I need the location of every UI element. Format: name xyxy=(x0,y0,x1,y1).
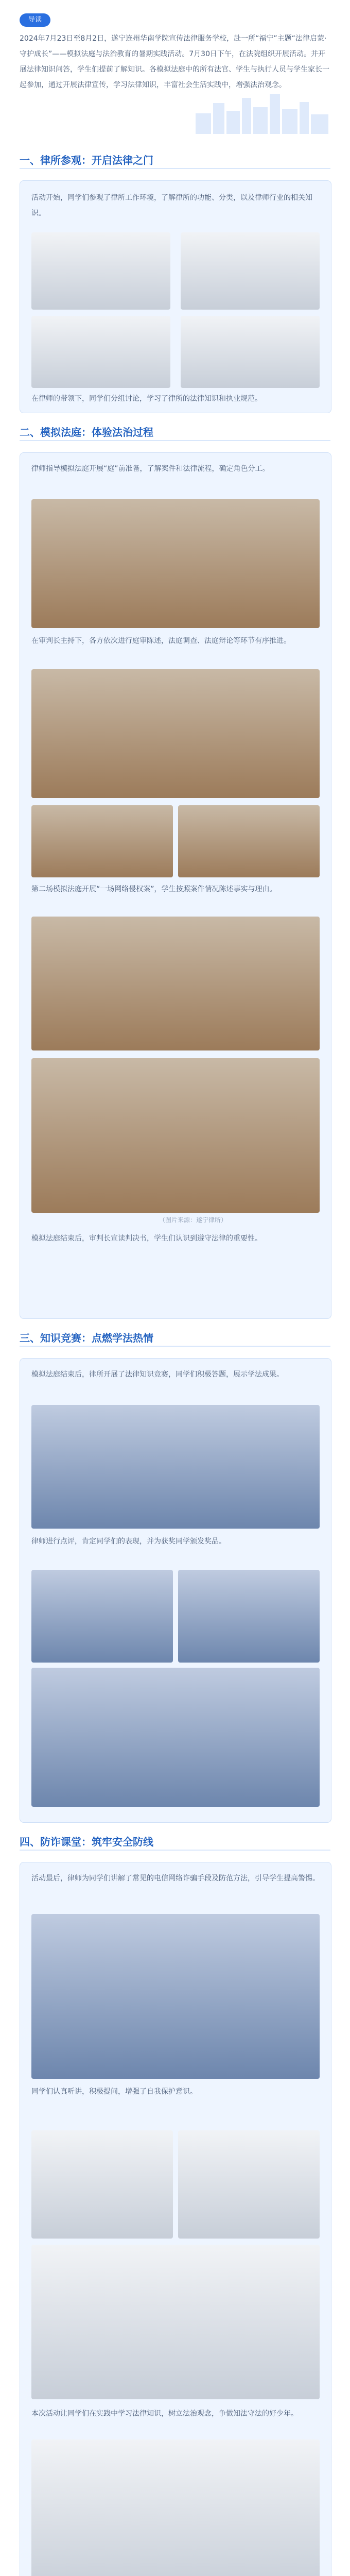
section-1-card xyxy=(20,180,331,413)
section-4-paragraph: 同学们认真听讲，积极提问，增强了自我保护意识。 xyxy=(31,2088,197,2096)
photo-trial xyxy=(31,669,320,798)
photo-parents xyxy=(178,805,320,877)
section-3-paragraph: 律师进行点评，肯定同学们的表现，并为获奖同学颁发奖品。 xyxy=(31,1537,226,1546)
photo-students-listen xyxy=(178,2130,320,2239)
skyline-icon xyxy=(196,88,329,134)
photo-group xyxy=(31,316,170,388)
section-4-title: 四、防诈课堂：筑牢安全防线 xyxy=(20,1836,153,1848)
section-1-title: 一、律所参观：开启法律之门 xyxy=(20,154,153,166)
photo-quiz xyxy=(31,1405,320,1529)
section-4-card xyxy=(20,1862,331,2576)
photo-students-visit xyxy=(181,232,320,310)
section-1-paragraph: 在律师的带领下，同学们分组讨论，学习了律所的法律知识和执业规范。 xyxy=(31,395,262,403)
photo-second-trial xyxy=(31,917,320,1050)
section-2-paragraph: 在审判长主持下，各方依次进行庭审陈述，法庭调查、法庭辩论等环节有序推进。 xyxy=(31,637,291,645)
section-4-paragraph: 活动最后，律师为同学们讲解了常见的电信网络诈骗手段及防范方法，引导学生提高警惕。 xyxy=(31,1874,320,1883)
section-3-paragraph: 模拟法庭结束后，律所开展了法律知识竞赛，同学们积极答题，展示学法成果。 xyxy=(31,1370,284,1379)
section-2-header xyxy=(20,422,330,442)
photo-lecture xyxy=(181,316,320,388)
photo-host xyxy=(31,1570,173,1663)
section-rule xyxy=(20,1850,330,1851)
photo-law-office xyxy=(31,232,170,310)
header-tag: 导读 xyxy=(20,13,50,27)
photo-awards xyxy=(178,1570,320,1663)
section-rule xyxy=(20,1346,330,1347)
section-3-header xyxy=(20,1328,330,1348)
section-2-paragraph: 模拟法庭结束后，审判长宣读判决书，学生们认识到遵守法律的重要性。 xyxy=(31,1234,262,1243)
photo-group-finale xyxy=(31,2439,320,2576)
section-2-paragraph: 律师指导模拟法庭开展“庭”前准备，了解案件和法律流程，确定角色分工。 xyxy=(31,465,270,473)
intro-text: 2024年7月23日至8月2日，遂宁连州华南学院宣传法律服务学校，赴一所“福宁”主题“法律启蒙·守护成长”——模拟法庭与法治教育的暑期实践活动。7月30日下午，在法院组织开展活动。并开展法律知识问答，学生们提前了解知识。各模拟法庭中的所有法官、学生与执行人员与学生家长一起参加，通过开展法律宣传，学习法律知识，丰富社会生活实践中，增强法治观念。 xyxy=(20,35,329,89)
photo-antifraud-class xyxy=(31,1914,320,2079)
section-2-paragraph: 第二场模拟法庭开展“一场网络侵权案”，学生按照案件情况陈述事实与理由。 xyxy=(31,885,277,893)
section-2-title: 二、模拟法庭：体验法治过程 xyxy=(20,426,153,438)
section-rule xyxy=(20,168,330,169)
photo-students xyxy=(31,805,173,877)
photo-speaker xyxy=(31,2130,173,2239)
section-1-header xyxy=(20,150,330,170)
section-2-card xyxy=(20,452,331,1319)
section-3-title: 三、知识竞赛：点燃学法热情 xyxy=(20,1332,153,1344)
photo-caption: （图片来源：遂宁律所） xyxy=(159,1216,227,1224)
section-rule xyxy=(20,440,330,441)
section-3-card xyxy=(20,1358,331,1823)
photo-judge xyxy=(31,1058,320,1213)
section-4-header xyxy=(20,1832,330,1852)
section-1-paragraph: 活动开始，同学们参观了律所工作环境，了解律所的功能、分类，以及律师行业的相关知识。 xyxy=(31,194,312,217)
photo-classroom xyxy=(31,2245,320,2399)
photo-court-room xyxy=(31,499,320,628)
section-4-paragraph: 本次活动让同学们在实践中学习法律知识，树立法治观念，争做知法守法的好少年。 xyxy=(31,2410,298,2418)
photo-audience xyxy=(31,1668,320,1807)
